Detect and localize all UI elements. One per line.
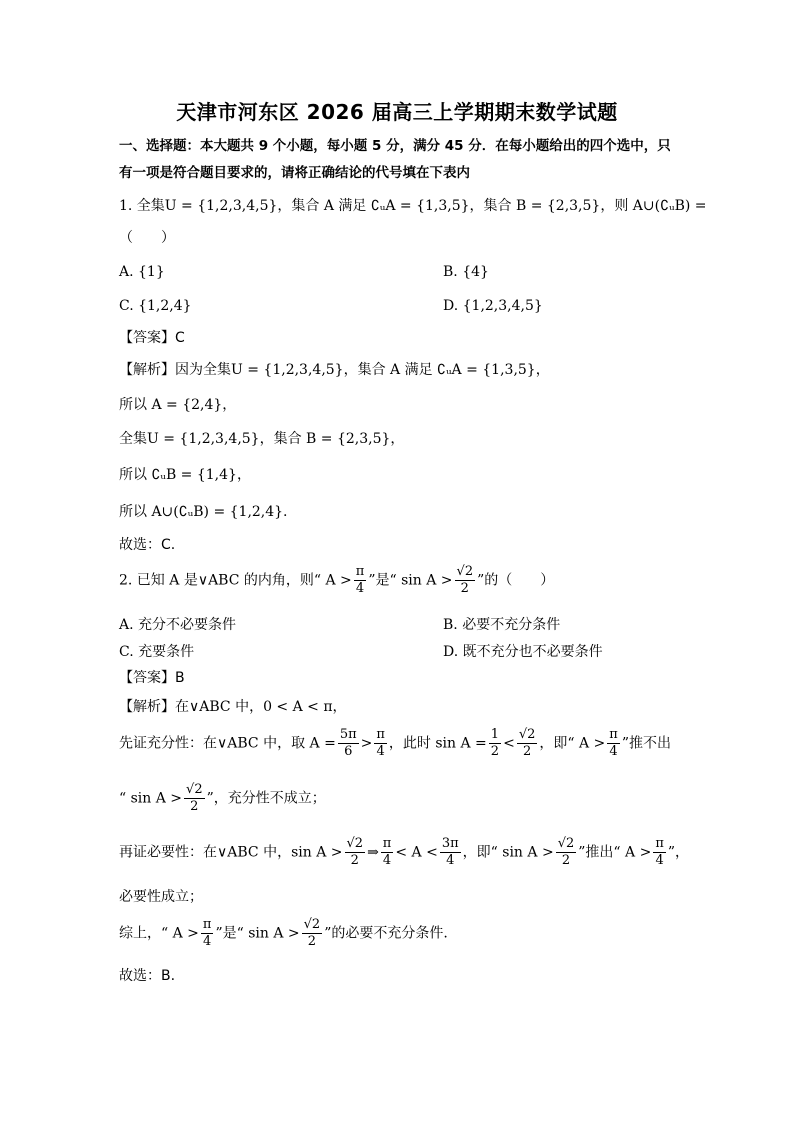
fraction-sqrt2-over-2: $\frac{√2}{2}$	[518, 727, 536, 759]
q2-answer: 【答案】B	[119, 670, 185, 686]
q1-analysis-line5: 所以 A∪(∁ᵤB) = {1,2,4}.	[119, 504, 288, 520]
q2-necessity-line2: 必要性成立；	[119, 889, 203, 905]
q2-conclusion-line: 综上，“ A > $\frac{\pi}{4}$ ”是“ sin A > $\frac{√2}{2}$ ”的必要不充分条件.	[119, 917, 448, 949]
q1-stem: 1. 全集U = {1,2,3,4,5}，集合 A 满足 ∁ᵤA = {1,3,5}，集合 B = {2,3,5}，则 A∪(∁ᵤB) =	[119, 198, 707, 214]
fraction-pi-over-4: $\frac{\pi}{4}$	[609, 727, 618, 759]
fraction-pi-over-4: $\frac{\pi}{4}$	[382, 836, 392, 868]
fraction-pi-over-4: $\frac{\pi}{4}$	[376, 727, 385, 759]
fraction-1-over-2: $\frac{1}{2}$	[490, 727, 500, 759]
q1-option-a: A. {1}	[119, 264, 165, 280]
q2-sufficiency-line: 先证充分性：在∨ABC 中，取 A = $\frac{5\pi}{6}$ > $\frac{\pi}{4}$ ，此时 sin A = $\frac{1}{2}$ < $\frac{√2}{2}$ ，即“ A > $\frac{\pi}{4}$ ”推不出	[119, 727, 671, 759]
q2-analysis-line1: 【解析】在∨ABC 中，0 < A < π，	[119, 699, 347, 715]
q1-analysis-line2: 所以 A = {2,4}，	[119, 397, 237, 413]
q2-stem	[119, 564, 554, 597]
q2-necessity-line: 再证必要性：在∨ABC 中，sin A > $\frac{√2}{2}$ ⇒ $\frac{\pi}{4}$ < A < $\frac{3\pi}{4}$ ，即“ sin A > $\frac{√2}{2}$ ”推出“ A > $\frac{\pi}{4}$ ”，	[119, 836, 690, 868]
q2-option-a: A. 充分不必要条件	[119, 617, 237, 633]
fraction-sqrt2-over-2: $\frac{√2}{2}$	[346, 836, 364, 868]
q2-final: 故选：B.	[119, 968, 176, 984]
q1-option-c: C. {1,2,4}	[119, 298, 192, 314]
q2-stem-part-a: 2. 已知 A 是∨ABC 的内角，则“ A >	[119, 572, 352, 589]
fraction-pi-over-4: $\frac{\pi}{4}$	[655, 836, 664, 868]
q1-analysis-line3: 全集U = {1,2,3,4,5}，集合 B = {2,3,5}，	[119, 431, 405, 447]
fraction-3pi-over-4: $\frac{3\pi}{4}$	[441, 836, 459, 868]
fraction-5pi-over-6: $\frac{5\pi}{6}$	[339, 727, 357, 759]
fraction-sqrt2-over-2: $\frac{√2}{2}$	[186, 782, 203, 814]
fraction-pi-over-4: $\frac{\pi}{4}$	[202, 917, 212, 949]
section-instructions-line1: 一、选择题：本大题共 9 个小题，每小题 5 分，满分 45 分．在每小题给出的四个选中，只	[119, 138, 671, 154]
q1-answer: 【答案】C	[119, 330, 185, 346]
q1-analysis-line1: 【解析】因为全集U = {1,2,3,4,5}，集合 A 满足 ∁ᵤA = {1,3,5}，	[119, 362, 550, 378]
section-instructions-line2: 有一项是符合题目要求的，请将正确结论的代号填在下表内	[119, 165, 470, 181]
fraction-sqrt2-over-2: $\frac{√2}{2}$	[456, 564, 474, 596]
fraction-pi-over-4: $\frac{\pi}{4}$	[355, 564, 365, 596]
q2-stem-part-b: ”是“ sin A >	[368, 572, 453, 589]
fraction-sqrt2-over-2: $\frac{√2}{2}$	[303, 917, 321, 949]
q1-analysis-line4: 所以 ∁ᵤB = {1,4}，	[119, 467, 251, 483]
q2-option-b: B. 必要不充分条件	[443, 617, 561, 633]
fraction-sqrt2-over-2: $\frac{√2}{2}$	[557, 836, 575, 868]
q1-option-b: B. {4}	[443, 264, 489, 280]
q1-option-d: D. {1,2,3,4,5}	[443, 298, 543, 314]
page-title: 天津市河东区 2026 届高三上学期期末数学试题	[176, 100, 618, 124]
q2-sufficiency-line2: “ sin A > $\frac{√2}{2}$ ”，充分性不成立；	[119, 782, 326, 814]
q1-paren: （ ）	[119, 230, 175, 246]
q2-option-d: D. 既不充分也不必要条件	[443, 644, 603, 660]
q1-analysis-line6: 故选：C.	[119, 537, 176, 553]
q2-stem-part-c: ”的（ ）	[477, 572, 555, 589]
q2-option-c: C. 充要条件	[119, 644, 195, 660]
